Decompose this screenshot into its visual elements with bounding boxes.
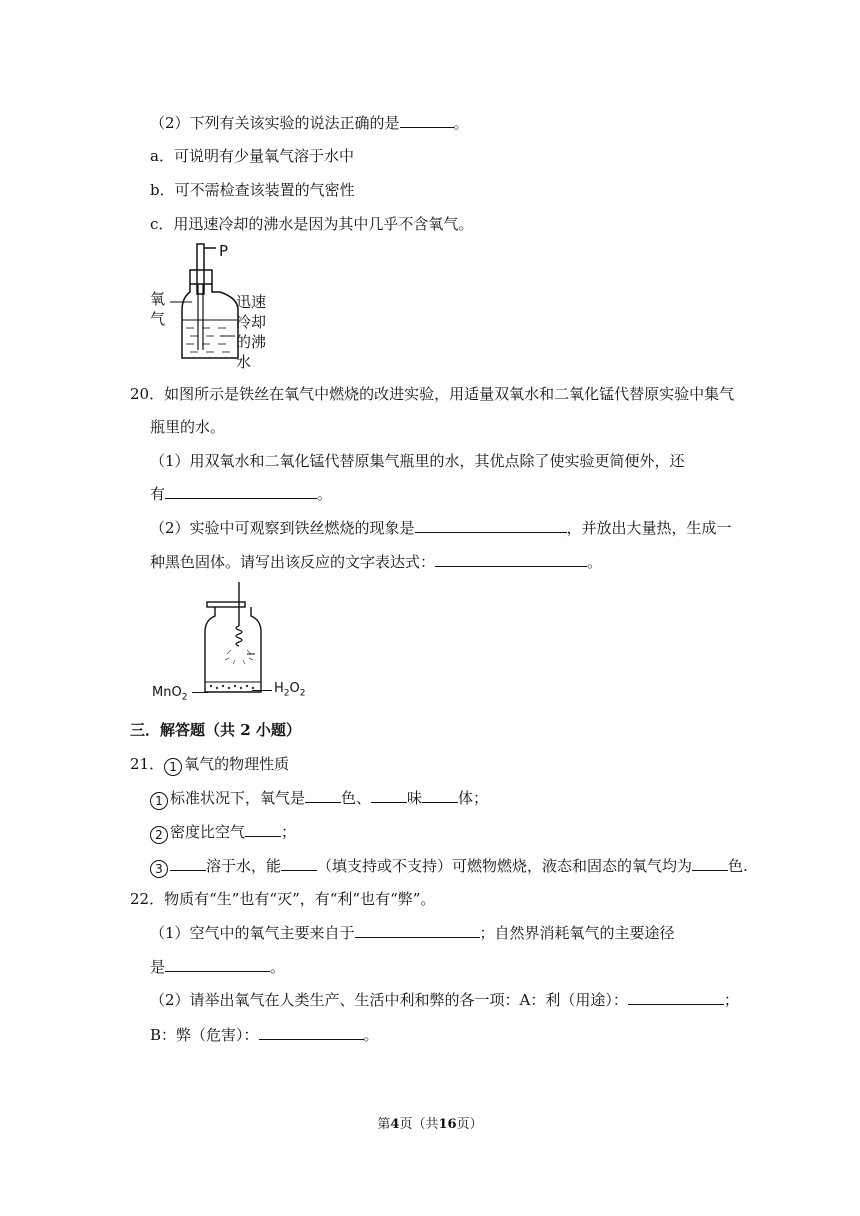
label-h2o2: $H_2O_2$ (274, 681, 306, 699)
q22-part1-line2: 是 。 (150, 958, 286, 976)
section-3-title: 三．解答题（共 2 小题） (130, 721, 301, 739)
answer-blank[interactable] (355, 923, 480, 938)
answer-blank[interactable] (165, 957, 270, 972)
q20-stem-line1: 20．如图所示是铁丝在氧气中燃烧的改进实验，用适量双氧水和二氧化锰代替原实验中集气 (130, 385, 735, 403)
q22-part2-line2: B：弊（危害）： 。 (150, 1026, 379, 1044)
q19-part2-stem: （2）下列有关该实验的说法正确的是 。 (150, 114, 469, 132)
q20-part2-line1: （2）实验中可观察到铁丝燃烧的现象是 ，并放出大量热，生成一 (150, 519, 732, 537)
answer-blank[interactable] (170, 856, 206, 871)
answer-blank[interactable] (259, 1025, 364, 1040)
q19-option-a: a．可说明有少量氧气溶于水中 (150, 147, 354, 165)
q21-title: 21． 1 氧气的物理性质 (130, 755, 290, 774)
q19-option-b: b．可不需检查该装置的气密性 (150, 181, 355, 199)
q19-option-c: c．用迅速冷却的沸水是因为其中几乎不含氧气。 (150, 215, 474, 233)
q20-part1-line1: （1）用双氧水和二氧化锰代替原集气瓶里的水，其优点除了使实验更简便外，还 (150, 452, 685, 470)
q22-part1-line1: （1）空气中的氧气主要来自于 ；自然界消耗氧气的主要途径 (150, 924, 675, 942)
iron-wire-combustion-diagram (195, 582, 285, 700)
answer-blank[interactable] (400, 113, 454, 128)
label-p: P (219, 242, 229, 260)
answer-blank[interactable] (422, 788, 458, 803)
q21-line3: 3 溶于水，能 （填支持或不支持）可燃物燃烧，液态和固态的氧气均为 色. (150, 856, 748, 878)
answer-blank[interactable] (165, 484, 317, 499)
answer-blank[interactable] (692, 856, 728, 871)
answer-blank[interactable] (245, 822, 281, 837)
answer-blank[interactable] (281, 856, 317, 871)
label-water-3: 的沸 (236, 333, 267, 351)
answer-blank[interactable] (628, 990, 724, 1005)
label-water-4: 水 (236, 353, 252, 371)
q20-part2-line2: 种黑色固体。请写出该反应的文字表达式： 。 (150, 553, 603, 571)
q21-line1: 1 标准状况下，氧气是 色、 味 体； (150, 788, 488, 810)
q20-stem-line2: 瓶里的水。 (150, 418, 226, 436)
q22-part2-line1: （2）请举出氧气在人类生产、生活中利和弊的各一项：A：利（用途）： ； (150, 991, 739, 1009)
label-oxygen-1: 氧 (150, 290, 166, 308)
h2o2-pointer (252, 690, 272, 691)
label-water-2: 冷却 (236, 313, 267, 331)
answer-blank[interactable] (415, 518, 567, 533)
label-oxygen-2: 气 (150, 310, 166, 328)
q22-stem: 22．物质有“生”也有“灭”，有“利”也有“弊”。 (130, 890, 436, 908)
q20-part1-line2: 有 。 (150, 485, 333, 503)
mno2-pointer (192, 692, 208, 693)
page-footer: 第4页（共16页） (377, 1117, 483, 1132)
q21-line2: 2 密度比空气 ； (150, 822, 296, 844)
answer-blank[interactable] (371, 788, 407, 803)
label-mno2: MnO$_2$ (152, 685, 188, 703)
answer-blank[interactable] (435, 552, 587, 567)
answer-blank[interactable] (305, 788, 341, 803)
label-water-1: 迅速 (236, 293, 267, 311)
